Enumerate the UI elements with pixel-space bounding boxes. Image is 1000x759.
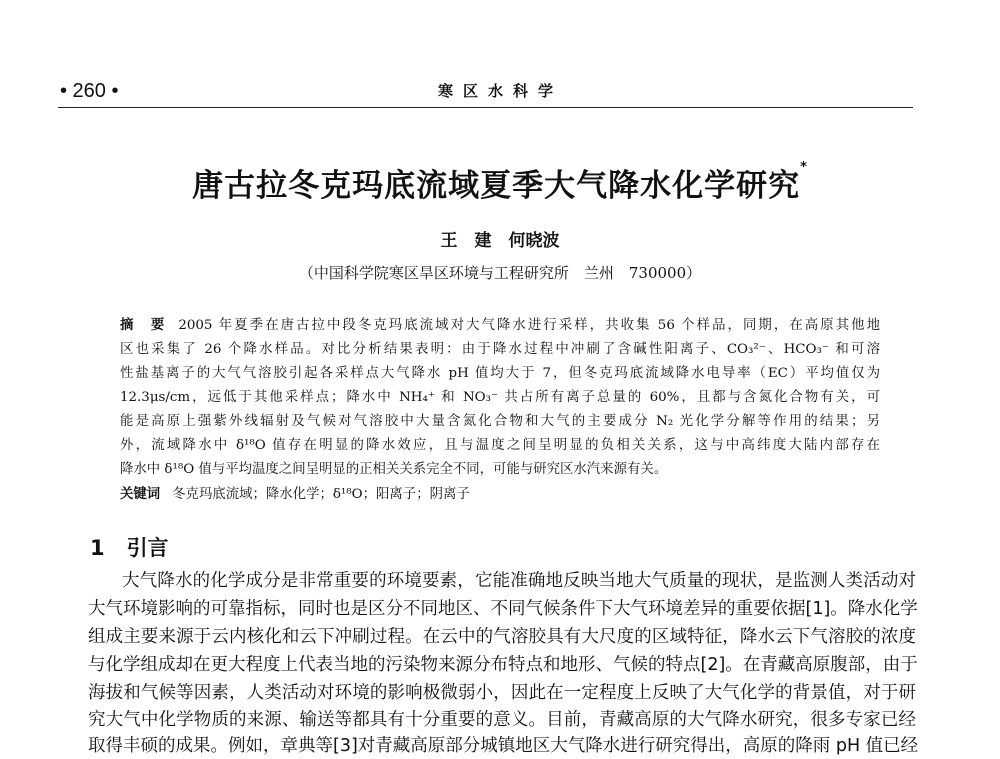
page-number: • 260 •: [60, 80, 119, 102]
abstract-label: 摘 要: [120, 318, 167, 333]
section-heading: [90, 532, 169, 562]
section-title: 引言: [126, 536, 169, 560]
journal-name: 寒区水科学: [438, 82, 564, 100]
body-line: 海拔和气候等因素，人类活动对环境的影响极微弱小，因此在一定程度上反映了大气化学的背景值，对于研: [88, 683, 916, 703]
abstract-line: 12.3μs/cm，远低于其他采样点；降水中 NH₄⁺ 和 NO₃⁻ 共占所有离子总量的 60%，且都与含氮化合物有关，可: [120, 390, 880, 405]
body-line: 组成主要来源于云内核化和云下冲刷过程。在云中的气溶胶具有大尺度的区域特征，降水云下气溶胶的浓度: [88, 627, 916, 647]
section-number: 1: [90, 536, 105, 560]
body-line: 取得丰硕的成果。例如，章典等[3]对青藏高原部分城镇地区大气降水进行研究得出，高原的降雨 pH 值已经: [88, 736, 919, 756]
title-text: 唐古拉冬克玛底流域夏季大气降水化学研究: [192, 168, 801, 204]
abstract-text: 2005 年夏季在唐古拉中段冬克玛底流域对大气降水进行采样，共收集 56 个样品，同期，在高原其他地: [178, 318, 881, 333]
authors: 王 建 何晓波: [440, 231, 560, 251]
body-line: 大气环境影响的可靠指标，同时也是区分不同地区、不同气候条件下大气环境差异的重要依据[1]。降水化学: [88, 599, 918, 619]
body-line: 究大气中化学物质的来源、输送等都具有十分重要的意义。目前，青藏高原的大气降水研究，很多专家已经: [88, 710, 916, 730]
keywords-text: 冬克玛底流域；降水化学；δ¹⁸O；阳离子；阴离子: [172, 487, 470, 502]
body-line: 与化学组成却在更大程度上代表当地的污染物来源分布特点和地形、气候的特点[2]。在青藏高原腹部，由于: [88, 655, 918, 675]
abstract-line: 降水中 δ¹⁸O 值与平均温度之间呈明显的正相关关系完全不同，可能与研究区水汽来源有关。: [120, 462, 668, 477]
title-footnote-mark: *: [800, 160, 808, 175]
body-line: 大气降水的化学成分是非常重要的环境要素，它能准确地反映当地大气质量的现状，是监测人类活动对: [122, 571, 916, 591]
abstract-line: 能是高原上强紫外线辐射及气候对气溶胶中大量含氮化合物和大气的主要成分 N₂ 光化学分解等作用的结果；另: [120, 414, 880, 429]
abstract-line: 区也采集了 26 个降水样品。对比分析结果表明：由于降水过程中冲刷了含碱性阳离子、CO₃²⁻、HCO₃⁻ 和可溶: [120, 342, 880, 357]
abstract-line: [120, 316, 880, 336]
paper-title: [0, 160, 1000, 205]
keywords-label: 关键词: [120, 487, 161, 502]
affiliation: （中国科学院寒区旱区环境与工程研究所 兰州 730000）: [298, 264, 702, 282]
keywords: [120, 485, 880, 505]
header-rule: [58, 107, 913, 108]
abstract-line: 外，流域降水中 δ¹⁸O 值存在明显的降水效应，且与温度之间呈明显的负相关关系，这与中高纬度大陆内部存在: [120, 438, 880, 453]
abstract-line: 性盐基离子的大气气溶胶引起各采样点大气降水 pH 值均大于 7，但冬克玛底流域降水电导率（EC）平均值仅为: [120, 366, 880, 381]
